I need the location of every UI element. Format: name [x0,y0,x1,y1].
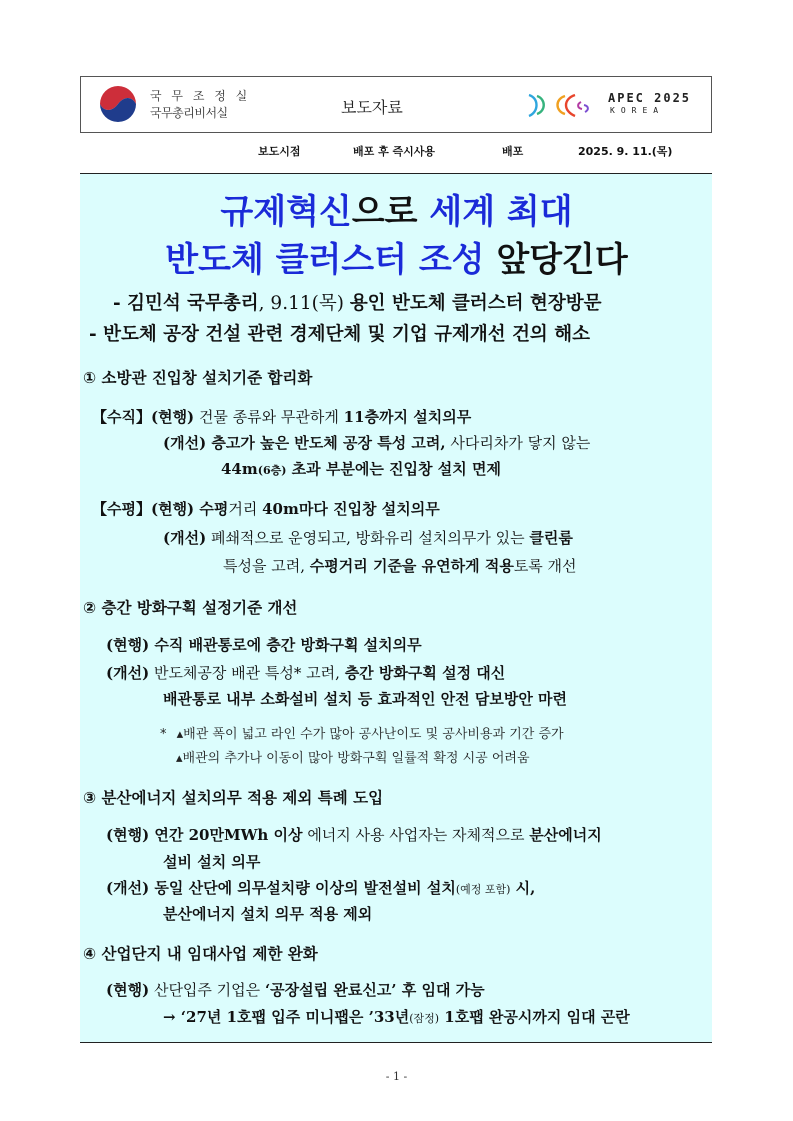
section-1-horizontal-improved-cont [223,555,577,576]
text-segment: 층간 방화구획 설정 대신 [344,664,506,682]
text-segment: 에너지 사용 사업자는 자체적으로 [302,826,530,844]
release-time-value: 배포 후 즉시사용 [353,145,436,158]
section-4-consequence [163,1006,630,1027]
text-segment: 1호팹 완공시까지 임대 곤란 [439,1008,630,1026]
section-3-improved-cont: 분산에너지 설치 의무 적용 제외 [163,905,373,923]
headline-keyword-1: 규제혁신 [220,192,352,232]
release-date-label: 배포 [502,145,524,158]
section-3-current [106,824,602,845]
section-1-horizontal-improved [163,527,573,548]
subtitle-1-date: , 9.11(목) [258,293,350,314]
text-segment: (6층) [257,464,287,477]
section-4-current [106,979,485,1000]
headline-keyword-2: 세계 최대 [429,192,573,232]
section-2-current [106,634,422,655]
text-segment: 토록 개선 [513,557,577,575]
text-segment: 층고가 높은 반도체 공장 특성 고려, [206,434,446,452]
current-label: (현행) [106,636,150,654]
government-emblem-icon [98,84,138,124]
text-segment: 수평 [194,500,229,518]
page-number: - 1 - [385,1070,408,1083]
text-segment: 사다리차가 닿지 않는 [445,434,591,452]
improved-label: (개선) [163,434,207,452]
text-segment: 거리 [228,500,263,518]
horizontal-label: 【수평】 [92,500,151,518]
subtitle-2: - 반도체 공장 건설 관련 경제단체 및 기업 규제개선 건의 해소 [89,324,590,345]
text-segment: 초과 부분에는 진입창 설치 면제 [286,460,501,478]
text-segment: 시, [510,879,536,897]
release-date-value: 2025. 9. 11.(목) [578,145,673,158]
text-segment: 수직 배관통로에 층간 방화구획 설치의무 [149,636,422,654]
text-segment: 특성을 고려, [223,557,310,575]
headline-keyword-3: 반도체 클러스터 조성 [165,240,485,280]
section-2-note-1 [160,723,564,742]
text-segment: 동일 산단에 의무설치량 이상의 발전설비 설치 [149,879,456,897]
text-segment: 분산에너지 [529,826,602,844]
section-2-note-2: ▴배관의 추가나 이동이 많아 방화구획 일률적 확정 시공 어려움 [176,751,530,766]
subtitle-1 [113,289,601,315]
text-segment: 폐쇄적으로 운영되고, 방화유리 설치의무가 있는 [206,529,530,547]
document-type: 보도자료 [341,98,403,117]
section-1-vertical-current [92,406,471,427]
section-2-heading: ② 층간 방화구획 설정기준 개선 [83,599,298,617]
headline-line1 [0,184,793,233]
improved-label: (개선) [106,664,150,682]
section-1-horizontal-current [92,498,440,519]
text-segment: 연간 20만MWh 이상 [149,826,303,844]
release-time-label: 보도시점 [258,145,301,158]
apec-logo-icon [525,90,601,120]
section-1-vertical-improved [163,432,590,453]
headline-connector: 으로 [351,192,430,232]
headline-line2 [0,232,793,281]
text-segment: ▴배관 폭이 넓고 라인 수가 많아 공사난이도 및 공사비용과 기간 증가 [176,727,564,742]
apec-title: APEC 2025 [608,91,692,105]
text-segment: (잠정) [409,1012,440,1025]
text-segment: 반도체공장 배관 특성* 고려, [149,664,345,682]
section-2-improved [106,662,505,683]
vertical-label: 【수직】 [92,408,151,426]
text-segment: 건물 종류와 무관하게 [194,408,344,426]
text-segment: 11층까지 설치의무 [343,408,472,426]
section-2-improved-cont: 배관통로 내부 소화설비 설치 등 효과적인 안전 담보방안 마련 [163,690,568,708]
subtitle-1-event: 용인 반도체 클러스터 현장방문 [349,293,602,314]
text-segment: 클린룸 [529,529,573,547]
text-segment: 40m마다 진입창 설치의무 [262,500,440,518]
text-segment: 산단입주 기업은 [149,981,265,999]
section-3-current-cont: 설비 설치 의무 [163,853,261,871]
section-4-heading: ④ 산업단지 내 임대사업 제한 완화 [83,945,318,963]
text-segment: 44m [221,460,258,478]
section-3-heading: ③ 분산에너지 설치의무 적용 제외 특례 도입 [83,789,384,807]
text-segment: ‘공장설립 완료신고’ 후 임대 가능 [264,981,485,999]
footnote-marker: * [160,727,167,742]
org-name-primary: 국 무 조 정 실 [150,89,251,103]
org-name-secondary: 국무총리비서실 [150,106,228,120]
text-segment: (예정 포함) [455,883,511,896]
current-label: (현행) [150,408,195,426]
current-label: (현행) [150,500,195,518]
text-segment: 수평거리 기준을 유연하게 적용 [309,557,514,575]
subtitle-1-person: - 김민석 국무총리 [113,293,259,314]
section-3-improved [106,877,535,898]
current-label: (현행) [106,981,150,999]
improved-label: (개선) [163,529,207,547]
headline-verb: 앞당긴다 [484,240,628,280]
apec-subtitle: KOREA [610,106,665,115]
improved-label: (개선) [106,879,150,897]
current-label: (현행) [106,826,150,844]
section-1-vertical-improved-cont [221,458,501,479]
text-segment: → ‘27년 1호팹 입주 미니팹은 ’33년 [163,1008,410,1026]
section-1-heading: ① 소방관 진입창 설치기준 합리화 [83,369,313,387]
